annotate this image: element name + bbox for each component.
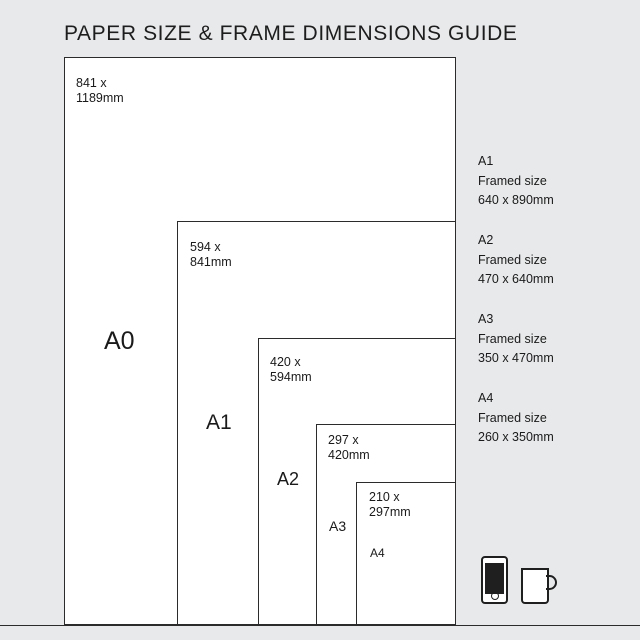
paper-dimensions-a3: 297 x 420mm — [328, 433, 370, 462]
framed-size-a4: A4 Framed size 260 x 350mm — [478, 391, 554, 444]
smartphone-home-button-icon — [491, 592, 499, 600]
smartphone-screen-icon — [485, 563, 504, 594]
paper-dimensions-a1: 594 x 841mm — [190, 240, 232, 269]
bottom-divider — [0, 625, 640, 626]
smartphone-icon — [481, 556, 508, 604]
framed-size-a2: A2 Framed size 470 x 640mm — [478, 233, 554, 286]
paper-label-a3: A3 — [329, 518, 347, 534]
paper-label-a1: A1 — [206, 411, 232, 434]
paper-dimensions-a2: 420 x 594mm — [270, 355, 312, 384]
mug-body-icon — [521, 568, 549, 604]
page-title: PAPER SIZE & FRAME DIMENSIONS GUIDE — [64, 22, 518, 45]
paper-dimensions-a4: 210 x 297mm — [369, 490, 411, 519]
framed-size-a3: A3 Framed size 350 x 470mm — [478, 312, 554, 365]
paper-label-a2: A2 — [277, 469, 300, 489]
paper-label-a4: A4 — [370, 546, 385, 560]
paper-label-a0: A0 — [104, 327, 135, 355]
mug-icon — [521, 568, 555, 604]
paper-dimensions-a0: 841 x 1189mm — [76, 76, 124, 105]
mug-handle-icon — [546, 575, 557, 590]
framed-size-a1: A1 Framed size 640 x 890mm — [478, 154, 554, 207]
